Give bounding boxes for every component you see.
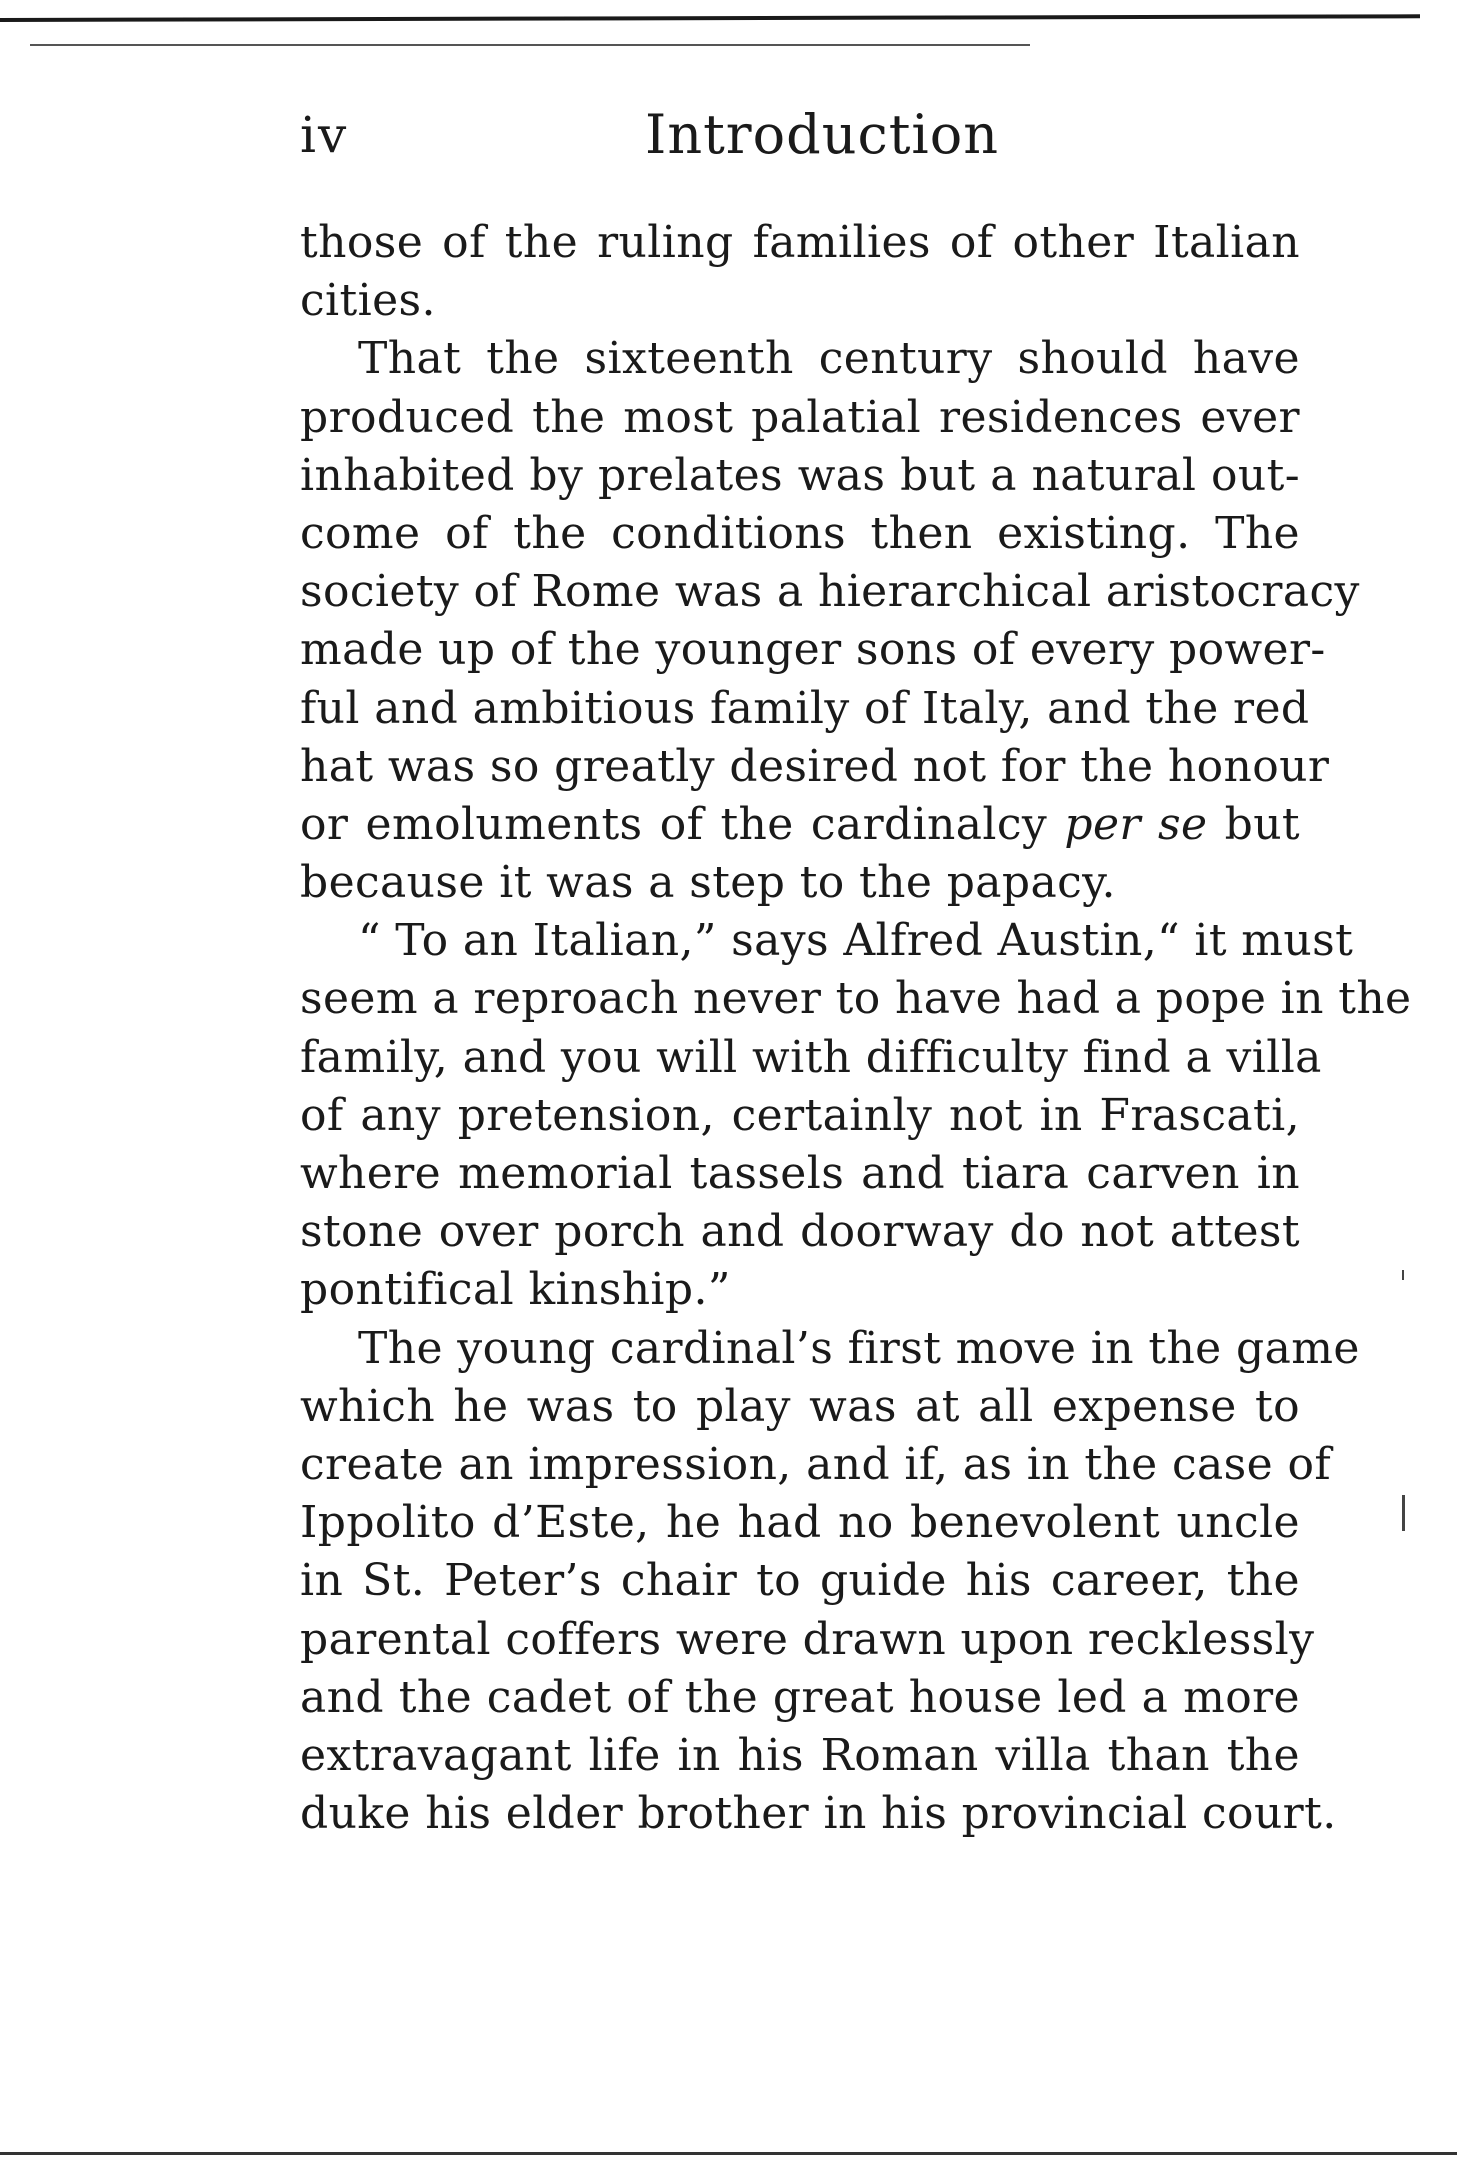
text-line: create an impression, and if, as in the case of [300, 1438, 1332, 1490]
body-text [300, 214, 1412, 1843]
text-line: stone over porch and doorway do not attest [300, 1206, 1300, 1258]
text-line: where memorial tassels and tiara carven in [300, 1148, 1300, 1199]
text-line: in St. Peter’s chair to guide his career, the [300, 1555, 1300, 1607]
scan-mark [1402, 1270, 1404, 1280]
text-line: hat was so greatly desired not for the honour [300, 740, 1330, 792]
text-line: come of the conditions then existing. The [300, 507, 1300, 559]
italic-phrase: per se [1064, 798, 1208, 850]
text-line: That the sixteenth century should have [358, 333, 1300, 385]
text-line: The young cardinal’s first move in the game [358, 1322, 1360, 1374]
text-segment: or emoluments of the cardinalcy [300, 798, 1048, 850]
text-line: made up of the younger sons of every power- [300, 624, 1326, 676]
text-line: pontifical kinship.” [300, 1264, 731, 1316]
running-title: Introduction [645, 103, 999, 166]
text-line: parental coffers were drawn upon recklessly [300, 1613, 1315, 1665]
text-segment: but [1224, 798, 1301, 850]
text-line: society of Rome was a hierarchical aristocracy [300, 566, 1360, 618]
text-line: of any pretension, certainly not in Frascati, [300, 1089, 1300, 1141]
text-line: and the cadet of the great house led a more [300, 1671, 1300, 1723]
top-rule [0, 14, 1420, 22]
text-line: those of the ruling families of other Italian [300, 217, 1300, 268]
text-line: extravagant life in his Roman villa than the [300, 1729, 1300, 1781]
scan-mark [1402, 1495, 1405, 1531]
text-line: seem a reproach never to have had a pope in the [300, 973, 1412, 1025]
text-line: “ To an Italian,” says Alfred Austin,“ it must [358, 915, 1354, 967]
text-line: Ippolito d’Este, he had no benevolent uncle [300, 1497, 1300, 1549]
bottom-rule [0, 2152, 1457, 2155]
text-line-with-italic [300, 796, 1300, 854]
text-line: inhabited by prelates was but a natural out- [300, 449, 1300, 501]
text-line: family, and you will with difficulty find a villa [300, 1031, 1322, 1083]
text-line: produced the most palatial residences ever [300, 391, 1300, 443]
text-line: because it was a step to the papacy. [300, 857, 1116, 909]
text-line: cities. [300, 275, 436, 327]
page-header [300, 100, 1300, 170]
text-line: which he was to play was at all expense to [300, 1380, 1300, 1432]
text-line: ful and ambitious family of Italy, and the red [300, 682, 1310, 734]
page-number: iv [300, 106, 349, 164]
text-line: duke his elder brother in his provincial court. [300, 1788, 1337, 1840]
top-rule-thin [30, 44, 1030, 46]
